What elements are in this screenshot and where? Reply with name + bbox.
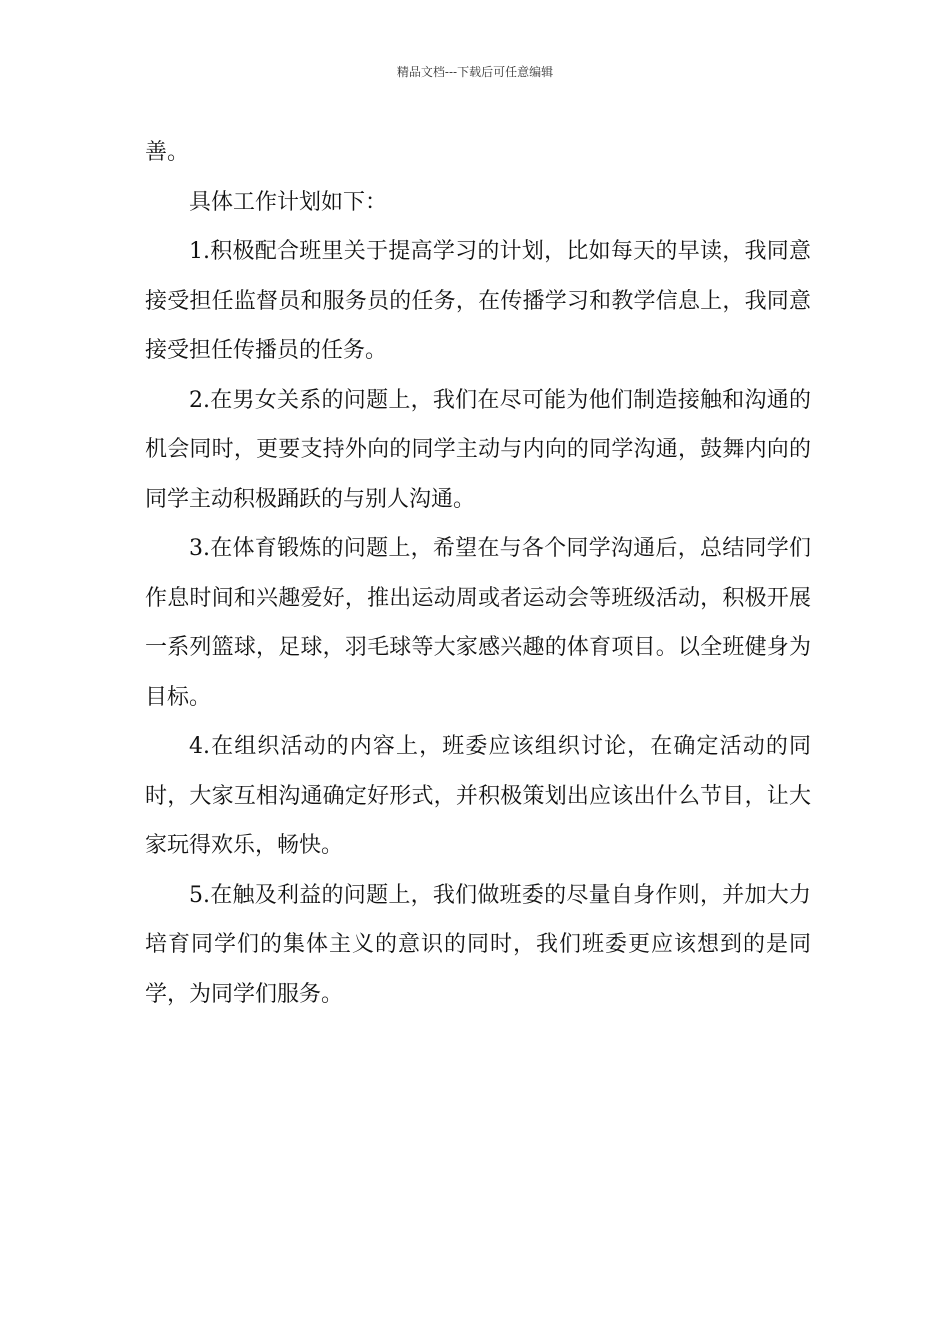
paragraph-continuation: 善。 <box>145 140 190 165</box>
paragraph-item-3: 3.在体育锻炼的问题上，希望在与各个同学沟通后，总结同学们作息时间和兴趣爱好，推出运动周或者运动会等班级活动，积极开展一系列篮球，足球，羽毛球等大家感兴趣的体育项目。以全班健身为目标。 <box>145 536 811 710</box>
paragraph-plan-intro: 具体工作计划如下： <box>189 189 388 215</box>
paragraph-item-4: 4.在组织活动的内容上，班委应该组织讨论，在确定活动的同时，大家互相沟通确定好形式，并积极策划出应该出什么节目，让大家玩得欢乐，畅快。 <box>145 734 811 858</box>
paragraph-item-1: 1.积极配合班里关于提高学习的计划，比如每天的早读，我同意接受担任监督员和服务员的任务，在传播学习和教学信息上，我同意接受担任传播员的任务。 <box>145 239 811 363</box>
page-header: 精品文档---下载后可任意编辑 <box>396 65 554 79</box>
paragraph-item-2: 2.在男女关系的问题上，我们在尽可能为他们制造接触和沟通的机会同时，更要支持外向的同学主动与内向的同学沟通，鼓舞内向的同学主动积极踊跃的与别人沟通。 <box>145 387 811 512</box>
document-body <box>145 128 811 1019</box>
paragraph-item-5: 5.在触及利益的问题上，我们做班委的尽量自身作则，并加大力培育同学们的集体主义的意识的同时，我们班委更应该想到的是同学，为同学们服务。 <box>145 882 811 1007</box>
